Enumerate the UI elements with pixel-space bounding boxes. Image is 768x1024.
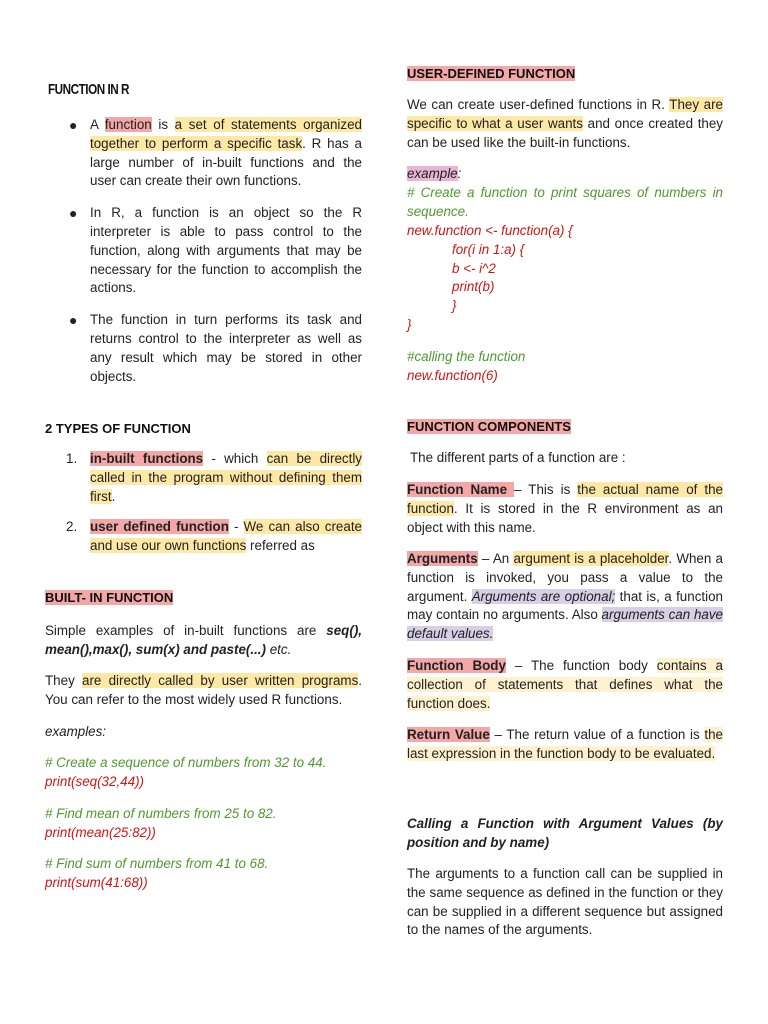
components-intro: The different parts of a function are : bbox=[410, 450, 626, 465]
bullet-icon: ● bbox=[69, 312, 78, 329]
examples-label: examples: bbox=[45, 724, 107, 739]
list-item: ● A function is a set of statements organized together to perform a specific task. R has a large number of in-built functions and the user can create their own functions. bbox=[69, 117, 362, 189]
example-sum: # Find sum of numbers from 41 to 68. print(sum(41:68)) bbox=[45, 856, 269, 890]
example-mean: # Find mean of numbers from 25 to 82. print(mean(25:82)) bbox=[45, 806, 277, 840]
components-heading: FUNCTION COMPONENTS bbox=[407, 419, 571, 434]
code-block: new.function <- function(a) { for(i in 1:a) { b <- i^2 print(b) } } bbox=[407, 223, 573, 332]
calling-heading: Calling a Function with Argument Values (by position and by name) bbox=[407, 816, 723, 850]
function-body-item: Function Body – The function body contains a collection of statements that defines what the function does. bbox=[407, 658, 723, 711]
list-item: 1. in-built functions - which can be directly called in the program without defining them first. bbox=[66, 451, 363, 504]
intro-bullet-list bbox=[45, 116, 362, 386]
example-comment: # Create a function to print squares of numbers in sequence. bbox=[407, 185, 723, 219]
udf-heading: USER-DEFINED FUNCTION bbox=[407, 66, 576, 81]
arguments-item: Arguments – An argument is a placeholder. When a function is invoked, you pass a value to the argument. Arguments are optional; that is, a function may contain no arguments. Also arguments can have default values. bbox=[407, 551, 723, 642]
udf-text: We can create user-defined functions in R. They are specific to what a user wants and once created they can be used like the built-in functions. bbox=[407, 97, 723, 150]
builtin-heading: BUILT- IN FUNCTION bbox=[45, 590, 174, 605]
example-seq: # Create a sequence of numbers from 32 to 44. print(seq(32,44)) bbox=[45, 755, 327, 789]
highlight-definition: a set of statements organized together to perform a specific task bbox=[90, 117, 362, 151]
calling-text: The arguments to a function call can be supplied in the same sequence as defined in the function or they can be supplied in a different sequence but assigned to the names of the arguments. bbox=[407, 866, 723, 938]
list-item: ● The function in turn performs its task and returns control to the interpreter as well as any result which may be stored in other objects. bbox=[69, 312, 362, 384]
bullet-icon: ● bbox=[69, 205, 78, 222]
types-list bbox=[45, 450, 362, 556]
builtin-called-text: They are directly called by user written programs. You can refer to the most widely used R functions. bbox=[45, 673, 362, 707]
example-label: example: bbox=[407, 166, 462, 181]
calling-example: #calling the function new.function(6) bbox=[407, 349, 526, 383]
list-item: 2. user defined function - We can also create and use our own functions referred as bbox=[66, 519, 362, 554]
types-heading: 2 TYPES OF FUNCTION bbox=[45, 421, 191, 436]
page-title: FUNCTION IN R bbox=[48, 81, 130, 98]
list-item: ● In R, a function is an object so the R interpreter is able to pass control to the function, along with arguments that may be necessary for the function to accomplish the actions. bbox=[69, 205, 362, 296]
highlight-function: function bbox=[104, 117, 152, 132]
return-value-item: Return Value – The return value of a function is the last expression in the function body to be evaluated. bbox=[407, 727, 723, 761]
bullet-icon: ● bbox=[69, 117, 78, 133]
function-name-item: Function Name – This is the actual name of the function. It is stored in the R environment as an object with this name. bbox=[407, 482, 724, 535]
builtin-examples-text: Simple examples of in-built functions are seq(), mean(),max(), sum(x) and paste(...) etc. bbox=[45, 623, 362, 657]
